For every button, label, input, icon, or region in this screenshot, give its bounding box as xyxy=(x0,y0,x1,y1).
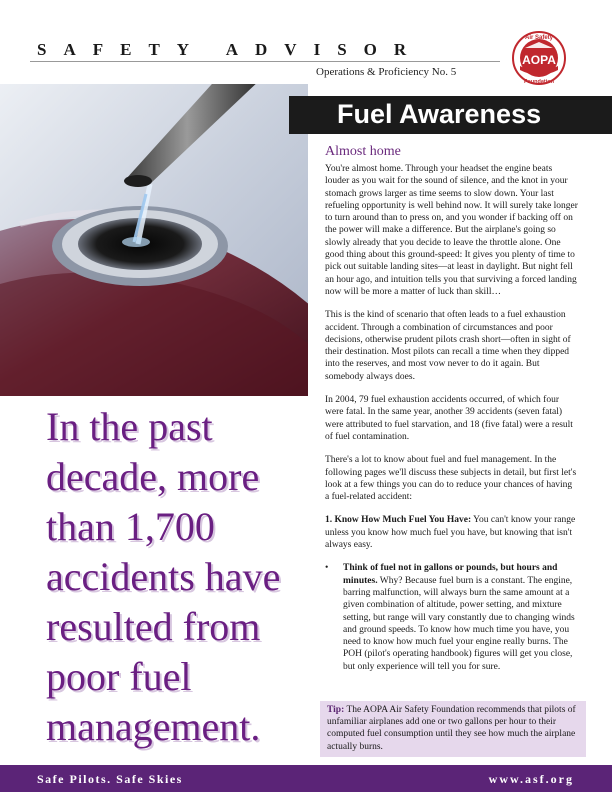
paragraph: You're almost home. Through your headset the engine beats louder as you wait for the sound of silence, and the knot in your stomach grows larger as time seems to slow down. Your last refueling opportunity is well behind now. It will surely take longer to turn around than to press on, and you wonder if backing off on the power will make a difference. But the airplane's going so slowly already that you decide to leave the throttle alone. One good thing about this ground-speed: It gives you plenty of time to pick out suitable landing sites—at least in daylight. But night fell an hour ago, and intuition tells you that surviving a forced landing now will be more a matter of luck than skill… xyxy=(325,164,578,297)
masthead: SAFETY ADVISOR xyxy=(37,40,424,59)
section-heading: Almost home xyxy=(325,144,401,159)
footer-slogan: Safe Pilots. Safe Skies xyxy=(37,772,183,786)
logo-top-text: Air Safety xyxy=(524,35,554,41)
pull-quote: In the past decade, more than 1,700 accidents have resulted from poor fuel management. xyxy=(46,404,281,749)
bullet-item xyxy=(325,562,578,673)
tip-box xyxy=(320,701,586,757)
point-1-lead: 1. Know How Much Fuel You Have: xyxy=(325,515,472,526)
logo-main-text: AOPA xyxy=(522,53,556,67)
tip-text xyxy=(327,704,581,753)
bullet-marker: • xyxy=(325,563,329,574)
footer-url[interactable]: www.asf.org xyxy=(488,772,574,786)
paragraph: This is the kind of scenario that often leads to a fuel exhaustion accident. Through a combination of circumstances and poor decisions, otherwise prudent pilots crash short—often in sight of their destination. Most pilots can recall a time when they dipped into the reserves, and most vow never to do it again. But somebody always does. xyxy=(325,310,571,382)
point-1-text: You can't know your range unless you know how much fuel you have, but knowing that isn't always easy. xyxy=(325,515,576,551)
bullet-text xyxy=(343,562,578,673)
logo-bottom-text: Foundation xyxy=(524,79,554,85)
paragraph: In 2004, 79 fuel exhaustion accidents occurred, of which four were fatal. In the same year, another 39 accidents (seven fatal) were attributed to fuel starvation, and 18 (five fatal) were a result of fuel contamination. xyxy=(325,395,573,442)
tip-body: The AOPA Air Safety Foundation recommends that pilots of unfamiliar airplanes add one or two gallons per hour to their computed fuel consumption until they see how much the airplane actually burns. xyxy=(327,705,576,752)
aopa-logo xyxy=(511,30,567,86)
point-1 xyxy=(325,514,578,551)
article-body xyxy=(325,163,578,673)
paragraph: There's a lot to know about fuel and fuel management. In the following pages we'll discuss these subjects in detail, but first let's look at a few things you can do to reduce your chances of having a fuel-related accident: xyxy=(325,455,577,503)
page-title: Fuel Awareness xyxy=(337,99,542,129)
fuel-nozzle-photo xyxy=(0,84,308,396)
header-rule xyxy=(30,61,500,62)
title-bar xyxy=(289,96,612,134)
bullet-body: Why? Because fuel burn is a constant. The engine, barring malfunction, will always burn the same amount at a given combination of altitude, power setting, and mixture setting, but range will vary constantly due to changing winds and ground speeds. To know how much time you have, you need to know how much fuel your engine really burns. The POH (pilot's operating handbook) figures will get you close, but only experience will tell you for sure. xyxy=(343,575,575,672)
tip-label: Tip: xyxy=(327,705,345,715)
series-label: Operations & Proficiency No. 5 xyxy=(316,66,457,78)
bullet-lead: Think of fuel not in gallons or pounds, but hours and minutes. xyxy=(343,563,558,586)
footer-bar xyxy=(0,765,612,792)
